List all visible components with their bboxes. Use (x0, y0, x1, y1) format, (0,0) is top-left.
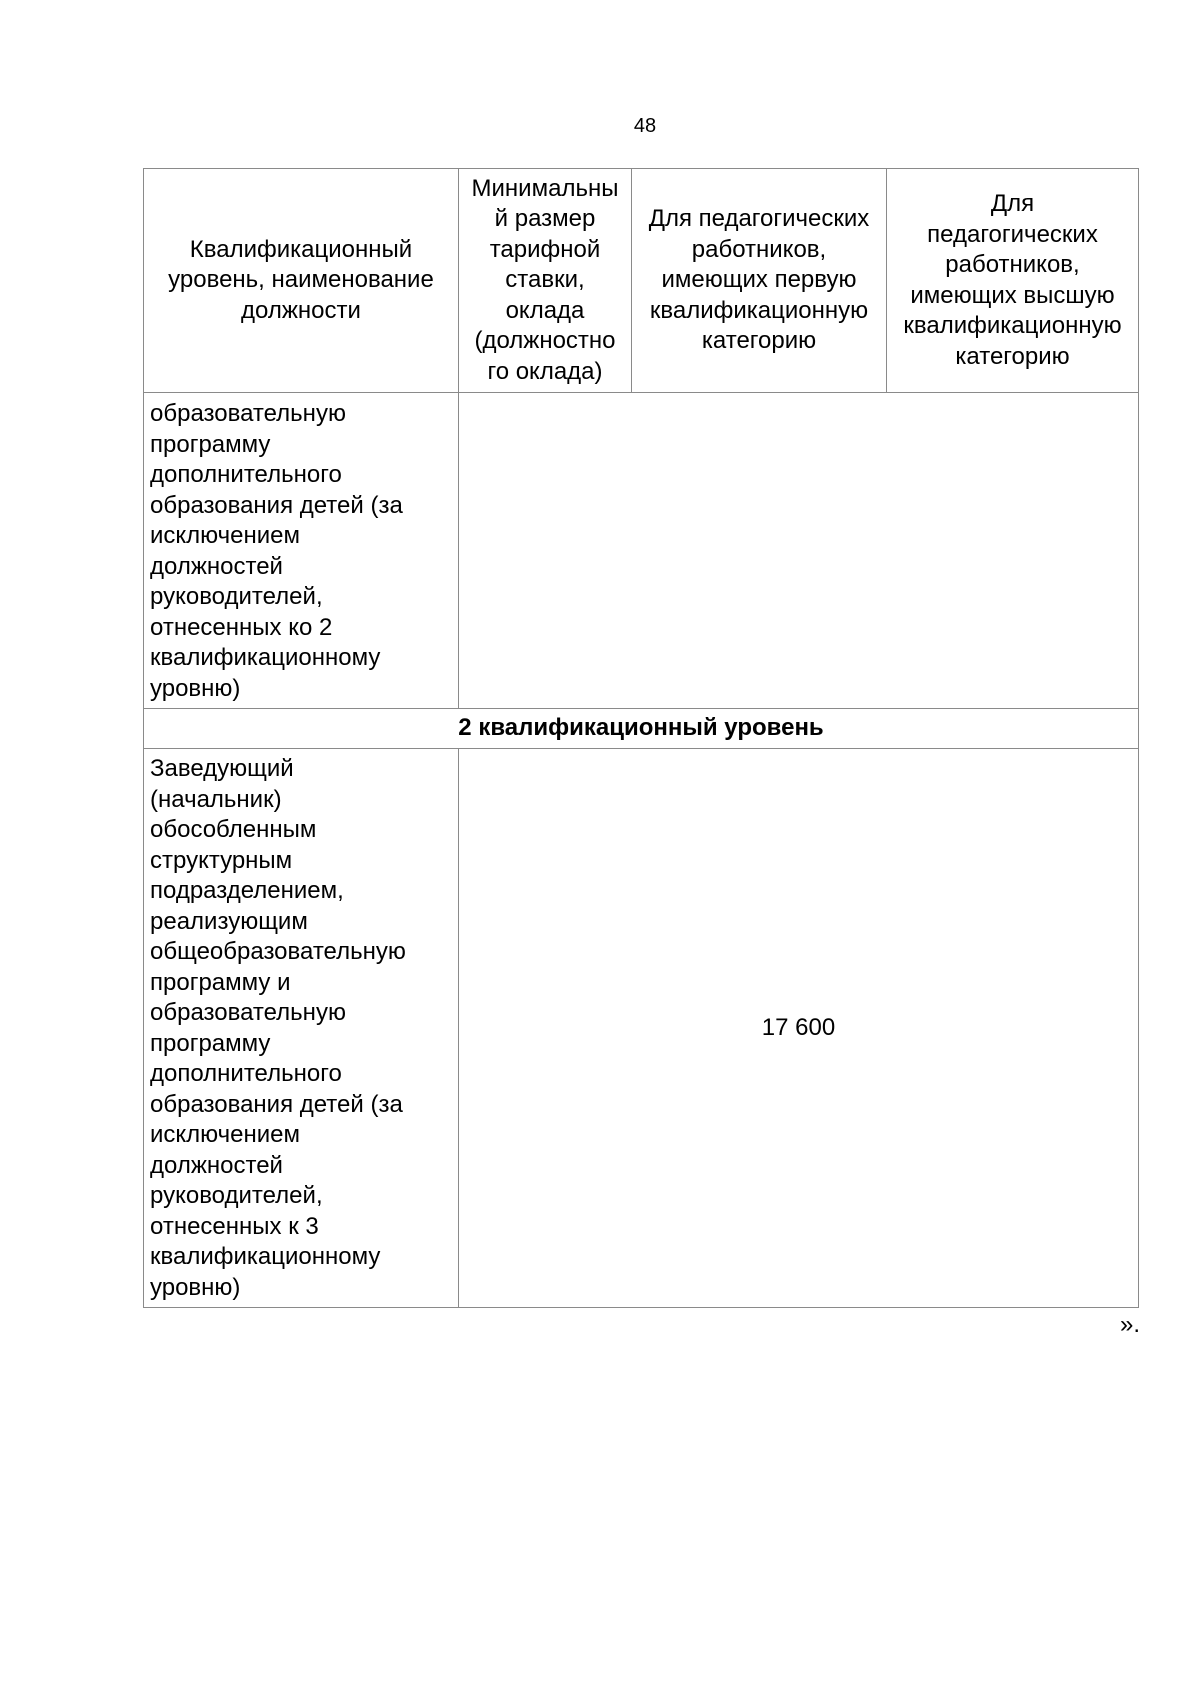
page-number: 48 (633, 115, 657, 137)
position-cell: Заведующий (начальник) обособленным структурным подразделением, реализующим общеобразовательную программу и образовательную программу дополнительного образования детей (за исключением должностей руководителей, отнесенных к 3 квалификационному уровню) (144, 749, 459, 1308)
continued-position-cell: образовательную программу дополнительного образования детей (за исключением должностей руководителей, отнесенных ко 2 квалификационному уровню) (144, 393, 459, 709)
salary-value-cell: 17 600 (459, 749, 1139, 1308)
header-minimum-rate: Минимальны й размер тарифной ставки, оклада (должностно го оклада) (459, 169, 632, 393)
table-row (144, 749, 1139, 1308)
salary-table (143, 168, 1139, 1308)
table-header-row (144, 169, 1139, 393)
header-first-category: Для педагогических работников, имеющих первую квалификационную категорию (632, 169, 887, 393)
closing-quote-mark: ». (1120, 1311, 1141, 1338)
table-row (144, 393, 1139, 709)
continued-value-cell (459, 393, 1139, 709)
header-qualification-level: Квалификационный уровень, наименование должности (144, 169, 459, 393)
level-heading-row (144, 709, 1139, 749)
level-heading: 2 квалификационный уровень (144, 709, 1139, 749)
header-highest-category: Для педагогических работников, имеющих высшую квалификационную категорию (887, 169, 1139, 393)
